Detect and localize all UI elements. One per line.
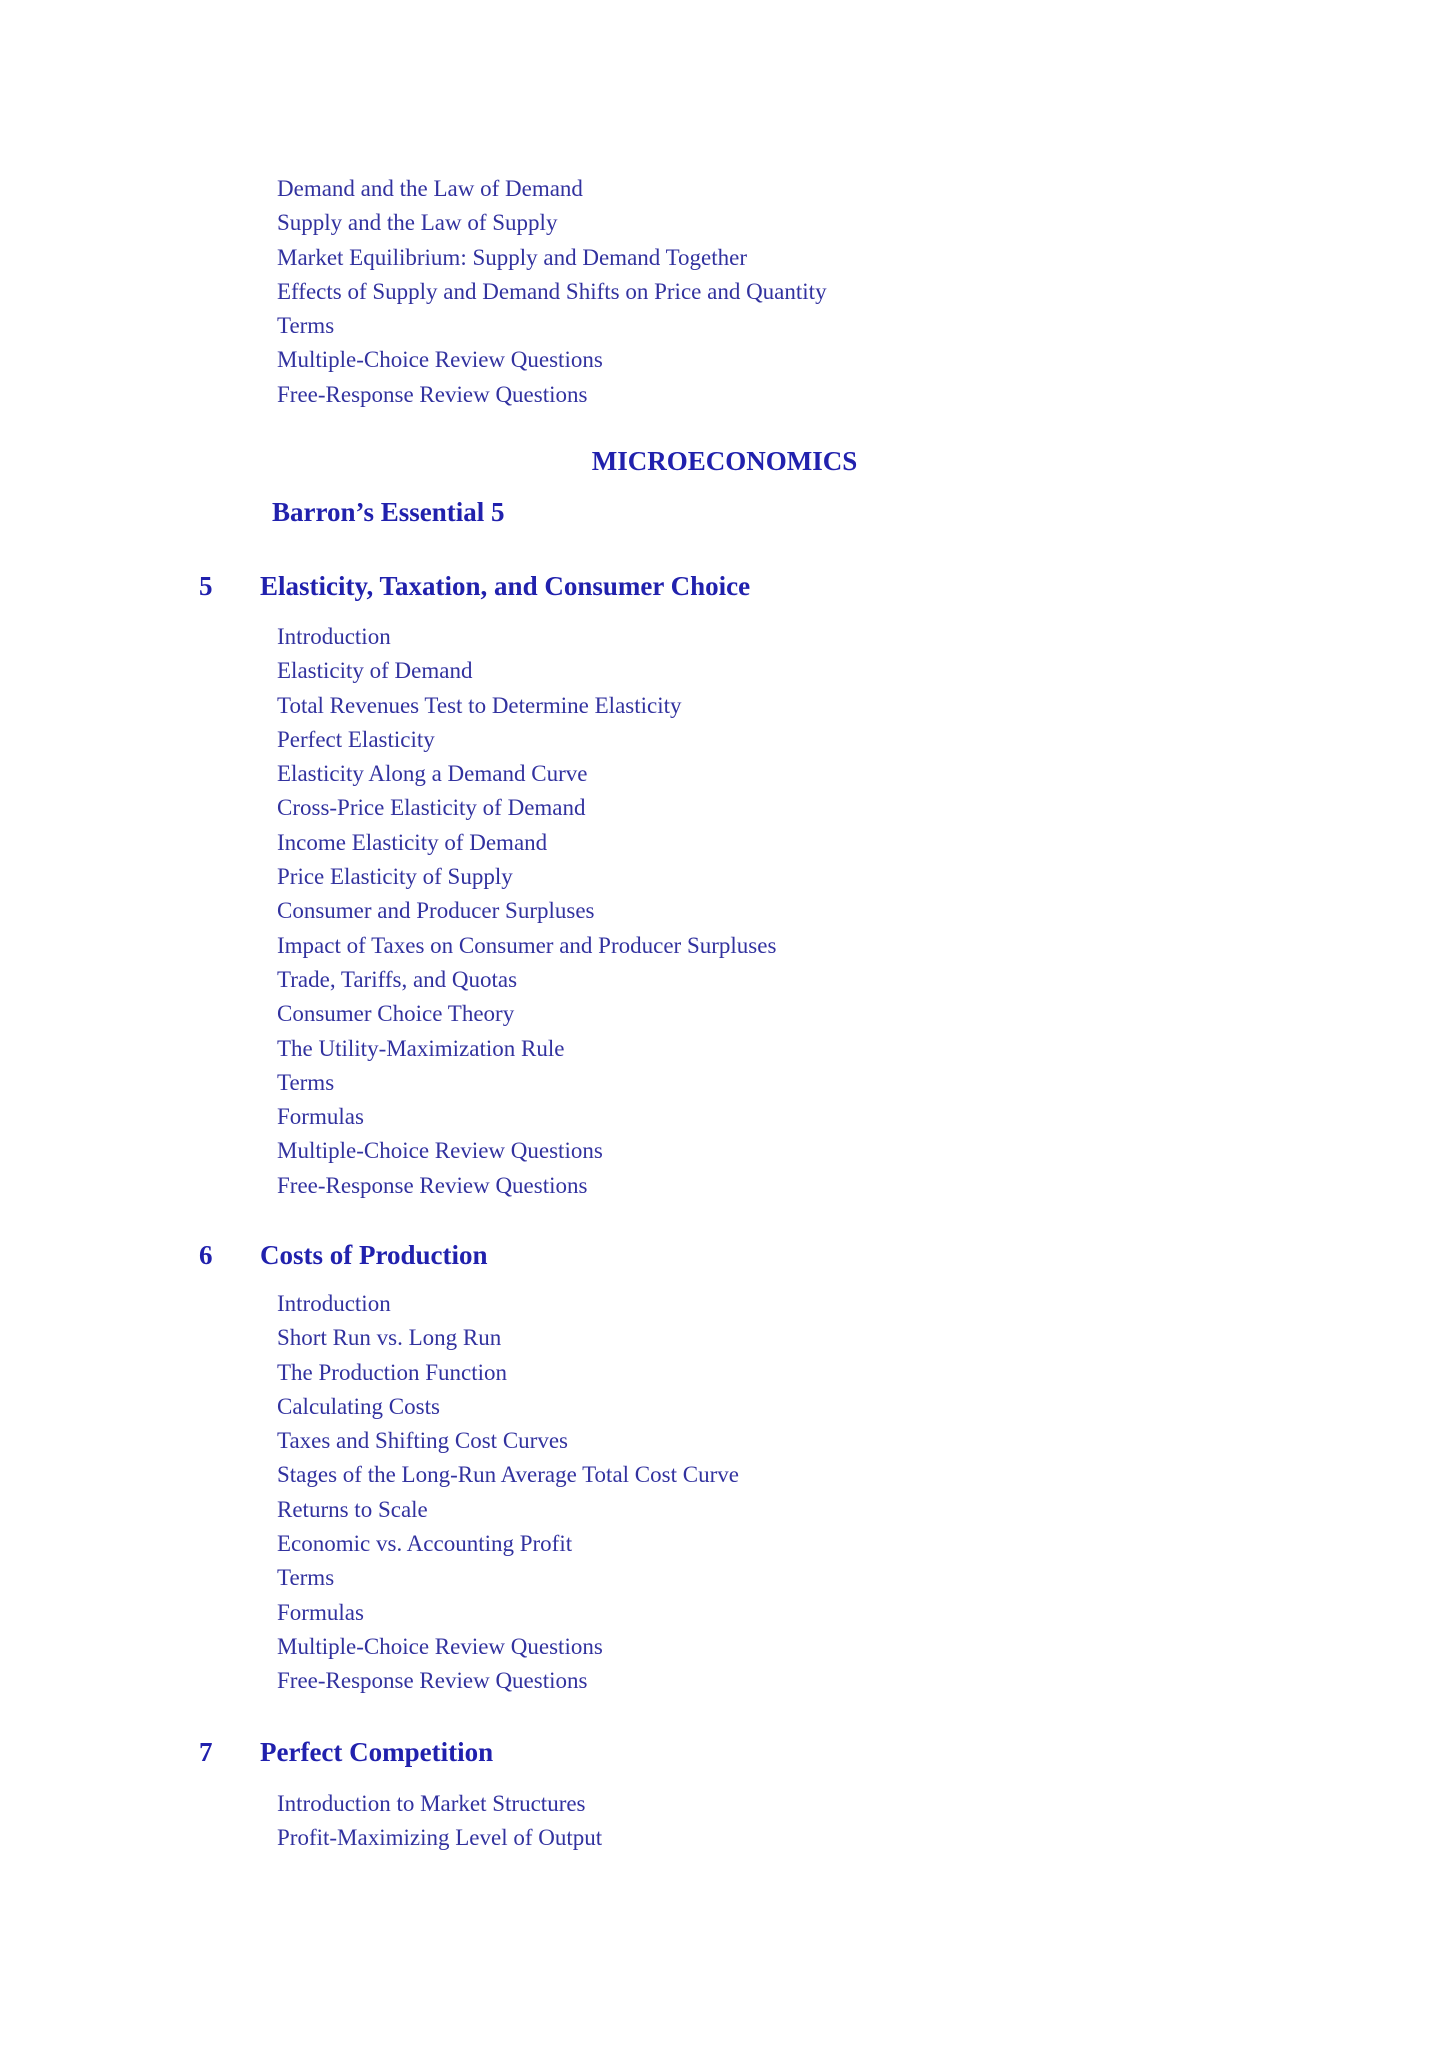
toc-entry[interactable]: Consumer Choice Theory xyxy=(277,1001,515,1027)
toc-entry[interactable]: Taxes and Shifting Cost Curves xyxy=(277,1428,568,1454)
toc-entry[interactable]: Impact of Taxes on Consumer and Producer Surpluses xyxy=(277,932,777,958)
toc-entry[interactable]: Free-Response Review Questions xyxy=(277,1172,588,1198)
toc-entry[interactable]: Short Run vs. Long Run xyxy=(277,1325,502,1351)
toc-entry[interactable]: Multiple-Choice Review Questions xyxy=(277,1138,603,1164)
toc-entry[interactable]: The Production Function xyxy=(277,1359,507,1385)
chapter-number: 7 xyxy=(199,1737,213,1767)
toc-entry[interactable]: Terms xyxy=(277,313,335,339)
toc-entry[interactable]: Multiple-Choice Review Questions xyxy=(277,347,603,373)
toc-entry[interactable]: Economic vs. Accounting Profit xyxy=(277,1531,573,1557)
toc-entry-barrons-essential-5[interactable]: Barron’s Essential 5 xyxy=(272,497,505,527)
continuation-entry-list xyxy=(277,172,827,412)
toc-entry[interactable]: Income Elasticity of Demand xyxy=(277,829,548,855)
toc-entry[interactable]: Trade, Tariffs, and Quotas xyxy=(277,966,518,992)
toc-entry[interactable]: Formulas xyxy=(277,1104,364,1130)
chapter-title[interactable]: Perfect Competition xyxy=(260,1737,494,1767)
toc-entry[interactable]: Terms xyxy=(277,1565,335,1591)
toc-entry[interactable]: Formulas xyxy=(277,1599,364,1625)
toc-entry[interactable]: Cross-Price Elasticity of Demand xyxy=(277,795,586,821)
toc-entry[interactable]: Perfect Elasticity xyxy=(277,726,435,752)
chapter-heading-6[interactable] xyxy=(0,1236,1449,1274)
toc-entry[interactable]: Calculating Costs xyxy=(277,1393,440,1419)
chapter-number: 6 xyxy=(199,1240,213,1270)
toc-entry[interactable]: Introduction xyxy=(277,1291,391,1316)
toc-entry[interactable]: Market Equilibrium: Supply and Demand Together xyxy=(277,244,748,270)
toc-entry[interactable]: Multiple-Choice Review Questions xyxy=(277,1633,603,1659)
toc-entry[interactable]: Returns to Scale xyxy=(277,1496,428,1522)
toc-entry[interactable]: Elasticity Along a Demand Curve xyxy=(277,761,588,787)
toc-entry[interactable]: Effects of Supply and Demand Shifts on Price and Quantity xyxy=(277,278,827,304)
toc-entry[interactable]: Free-Response Review Questions xyxy=(277,1668,588,1694)
toc-entry[interactable]: Supply and the Law of Supply xyxy=(277,210,558,236)
toc-entry[interactable]: Demand and the Law of Demand xyxy=(277,176,583,201)
chapter-number: 5 xyxy=(199,571,213,601)
toc-entry[interactable]: Elasticity of Demand xyxy=(277,658,473,684)
toc-entry[interactable]: Consumer and Producer Surpluses xyxy=(277,898,595,924)
chapter-7-entry-list xyxy=(277,1787,602,1856)
toc-entry[interactable]: The Utility-Maximization Rule xyxy=(277,1035,565,1061)
toc-entry[interactable]: Terms xyxy=(277,1069,335,1095)
toc-entry[interactable]: Total Revenues Test to Determine Elasticity xyxy=(277,692,682,718)
part-title-microeconomics[interactable]: MICROECONOMICS xyxy=(591,446,858,476)
chapter-heading-7[interactable] xyxy=(0,1733,1449,1771)
toc-entry[interactable]: Stages of the Long-Run Average Total Cost Curve xyxy=(277,1462,739,1488)
toc-entry[interactable]: Profit-Maximizing Level of Output xyxy=(277,1825,603,1851)
toc-entry[interactable]: Price Elasticity of Supply xyxy=(277,864,513,890)
toc-entry[interactable]: Free-Response Review Questions xyxy=(277,381,588,407)
toc-entry[interactable]: Introduction to Market Structures xyxy=(277,1791,586,1816)
chapter-title[interactable]: Elasticity, Taxation, and Consumer Choice xyxy=(260,571,751,601)
chapter-heading-5[interactable] xyxy=(0,567,1449,605)
toc-entry[interactable]: Introduction xyxy=(277,624,391,649)
chapter-5-entry-list xyxy=(277,620,776,1203)
chapter-6-entry-list xyxy=(277,1287,739,1699)
chapter-title[interactable]: Costs of Production xyxy=(260,1240,488,1270)
